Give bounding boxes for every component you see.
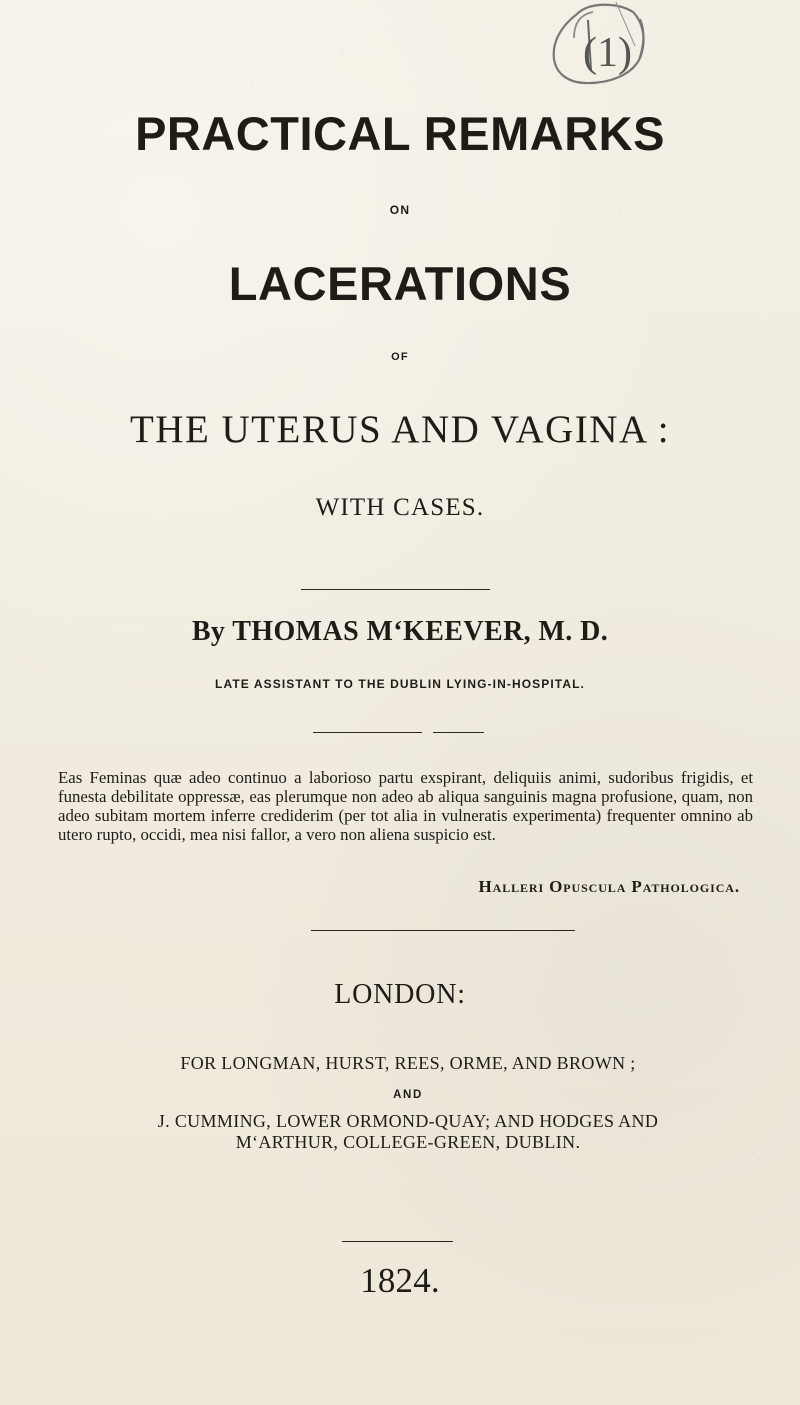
title-line-uterus-vagina: THE UTERUS AND VAGINA : [129, 408, 671, 451]
paper-spot [758, 1158, 760, 1160]
publisher-block [56, 1053, 760, 1153]
publication-year: 1824. [360, 1261, 440, 1300]
publisher-line-1: FOR LONGMAN, HURST, REES, ORME, AND BROWN ; [180, 1053, 636, 1073]
title-line-lacerations: LACERATIONS [228, 257, 572, 310]
catalog-stamp-icon [525, 2, 675, 108]
year-divider-rule [342, 1241, 453, 1242]
paper-spot [342, 50, 344, 52]
title-connector-of: OF [391, 351, 409, 363]
top-divider-rule [301, 589, 490, 590]
title-line-with-cases: WITH CASES. [315, 494, 485, 521]
title-line-practical-remarks: PRACTICAL REMARKS [135, 107, 665, 160]
middle-divider-rule-left [313, 732, 422, 733]
epigraph-attribution: Halleri Opuscula Pathologica. [478, 877, 740, 896]
latin-epigraph: Eas Feminas quæ adeo continuo a laborioso partu exspirant, deliquiis animi, sudoribus frigidis, et funesta debilitate oppressæ, eas plerumque non adeo ab aliqua sanguinis magna profusione, quam, non adeo subitam mortem inferre crediderim (per tot alia in vulneratis experimenta) frequenter omnino ab utero rupto, occidi, mea nisi fallor, a vero non aliena suspicio est. [58, 768, 753, 845]
publisher-line-2: J. CUMMING, LOWER ORMOND-QUAY; AND HODGES AND [157, 1110, 659, 1131]
author-affiliation: LATE ASSISTANT TO THE DUBLIN LYING-IN-HOSPITAL. [215, 677, 585, 691]
publication-place: LONDON: [334, 979, 466, 1010]
author-name: By THOMAS M‘KEEVER, M. D. [191, 616, 609, 647]
publisher-and: AND [393, 1089, 423, 1102]
paper-spot [250, 82, 252, 84]
stamp-number: (1) [583, 30, 632, 76]
middle-divider-rule-right [433, 732, 484, 733]
lower-divider-rule [311, 930, 575, 931]
publisher-line-3: M‘ARTHUR, COLLEGE-GREEN, DUBLIN. [235, 1132, 581, 1153]
title-connector-on: ON [389, 203, 411, 217]
